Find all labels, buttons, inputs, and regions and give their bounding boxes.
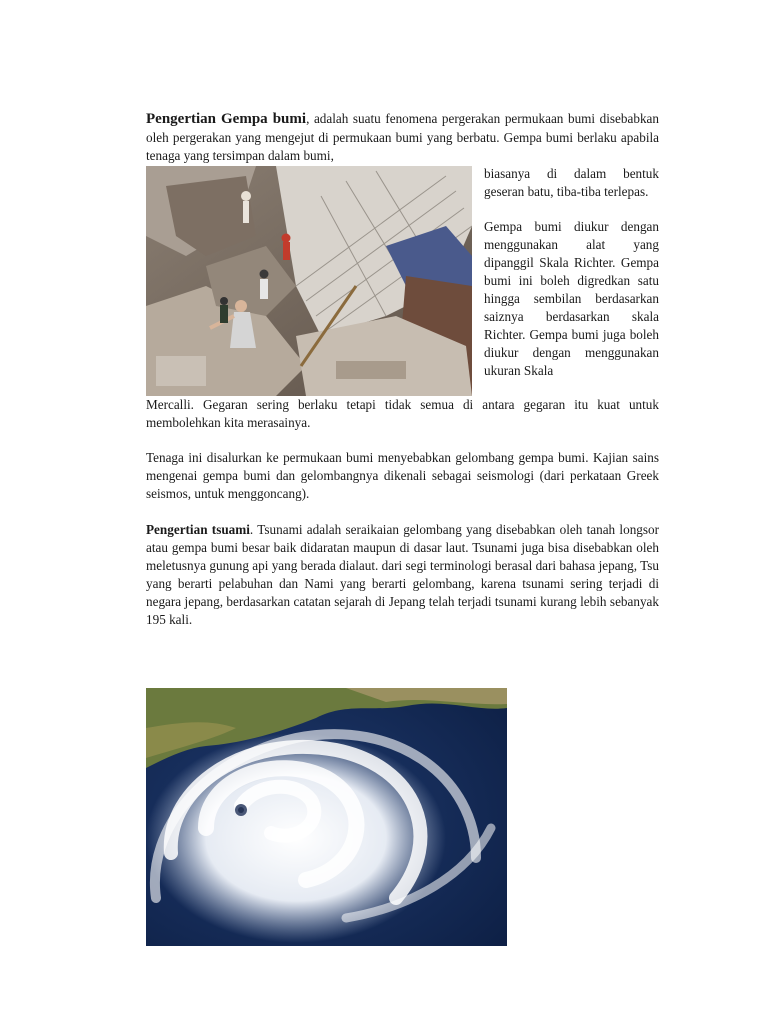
text-wrap-2: Gempa bumi diukur dengan menggunakan alat yang dipanggil Skala Richter. Gempa bumi ini boleh digredkan satu hingga sembilan berdasarkan saiznya berdasarkan skala Richter. Gempa bumi juga boleh diukur dengan menggunakan ukuran Skala	[484, 219, 659, 378]
text-tsunami: . Tsunami adalah seraikaian gelombang yang disebabkan oleh tanah longsor atau gempa bumi besar baik didaratan maupun di dasar laut. Tsunami juga bisa disebabkan oleh meletusnya gunung api yang berada dialaut. dari segi terminologi berasal dari bahasa jepang, Tsu yang berarti pelabuhan dan Nami yang berarti gelombang, karena tsunami sering terjadi di negara jepang, berdasarkan catatan sejarah di Jepang telah terjadi tsunami kurang lebih sebanyak 195 kali.	[146, 522, 659, 627]
paragraph-tsunami	[146, 521, 659, 628]
document-body	[146, 110, 659, 646]
text-wrap-1: biasanya di dalam bentuk geseran batu, tiba-tiba terlepas.	[484, 165, 659, 199]
earthquake-rubble-photo	[146, 166, 472, 396]
text-intro-top: , adalah suatu fenomena pergerakan permukaan bumi disebabkan oleh pergerakan yang mengejut di permukaan bumi yang berbatu. Gempa bumi berlaku apabila tenaga yang tersimpan dalam bumi,	[146, 111, 659, 163]
section-earthquake	[146, 110, 659, 432]
text-mercalli: Mercalli. Gegaran sering berlaku tetapi tidak semua di antara gegaran itu kuat untuk membolehkan kita merasainya.	[146, 396, 659, 430]
paragraph-mercalli	[146, 396, 659, 432]
paragraph-earthquake-intro	[146, 110, 659, 165]
text-seismology: Tenaga ini disalurkan ke permukaan bumi menyebabkan gelombang gempa bumi. Kajian sains mengenai gempa bumi dan gelombangnya dikenali sebagai seismologi (dari perkataan Greek seismos, untuk menggoncang).	[146, 450, 659, 502]
heading-tsunami: Pengertian tsuami	[146, 522, 250, 538]
cyclone-satellite-photo	[146, 688, 507, 946]
paragraph-seismology	[146, 449, 659, 503]
heading-gempa-bumi: Pengertian Gempa bumi	[146, 111, 307, 127]
